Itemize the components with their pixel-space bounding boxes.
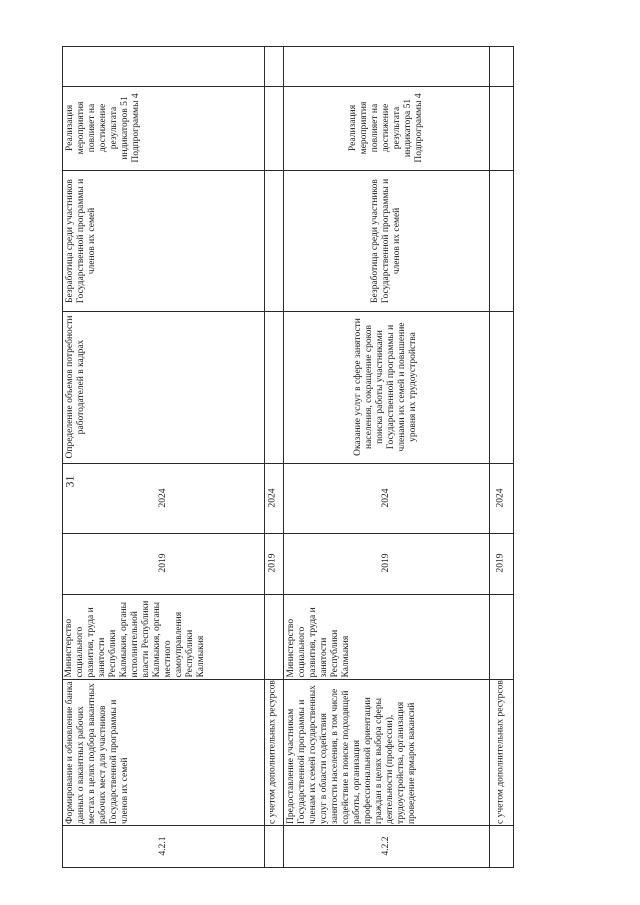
end-year-cell: 2024 [380, 488, 391, 508]
activities-table [62, 46, 514, 868]
responsible-cell: Министерство социального развития, труда и занятости Республики Калмыкия [286, 607, 351, 678]
end-year-cell: 2024 [267, 488, 278, 508]
page-number: 31 [62, 475, 77, 488]
table-border-top [62, 46, 514, 47]
expected-result-cell: Определение объемов потребности работодателей в кадрах [65, 315, 86, 459]
row-number: 4.2.2 [380, 836, 391, 856]
table-border-right [513, 46, 514, 868]
risks-cell: Безработица среди участников Государственной программы и членов их семей [369, 178, 402, 304]
start-year-cell: 2019 [157, 553, 168, 573]
table-border-bottom [62, 867, 514, 868]
resources-label: с учетом дополнительных ресурсов [267, 680, 278, 824]
activity-cell: Формирование и обновление банка данных о вакантных рабочих местах в целях подбора вакантных рабочих мест для участников Государственной программы и членов их семей [65, 681, 130, 824]
expected-result-cell: Оказание услуг в сфере занятости населения, сокращение сроков поиска работы участниками Государственной программы и членами их семей и повышение уровня их трудоустройства [353, 318, 418, 456]
responsible-cell: Министерство социального развития, труда и занятости Республики Калмыкия, органы исполнительной власти Республики Калмыкия, органы местного самоуправления Республики Калмыкия [64, 600, 206, 678]
start-year-cell: 2019 [380, 553, 391, 573]
end-year-cell: 2024 [495, 488, 506, 508]
start-year-cell: 2019 [267, 553, 278, 573]
row-number: 4.2.1 [157, 836, 168, 856]
end-year-cell: 2024 [157, 488, 168, 508]
risks-cell: Безработица среди участников Государственной программы и членов их семей [65, 178, 97, 304]
indicator-link-cell: Реализация мероприятия повлияет на достижение результата индикатора 51 Подпрограммы 4 [347, 93, 424, 163]
row-divider [283, 46, 284, 868]
indicator-link-cell: Реализация мероприятия повлияет на достижение результата индикаторов 51 Подпрограммы 4 [65, 93, 141, 163]
start-year-cell: 2019 [495, 553, 506, 573]
resources-label: с учетом дополнительных ресурсов [495, 680, 506, 824]
activity-cell: Предоставление участникам Государственной программы и членам их семей государственных услуг в области содействия занятости населения, в том числе содействие в поиске подходящей работы, организация профессиональной ориентации граждан в целях выбора сферы деятельности (профессии), трудоустройства, организация проведение ярмарок вакансий [286, 685, 417, 824]
table-border-left [62, 46, 63, 868]
